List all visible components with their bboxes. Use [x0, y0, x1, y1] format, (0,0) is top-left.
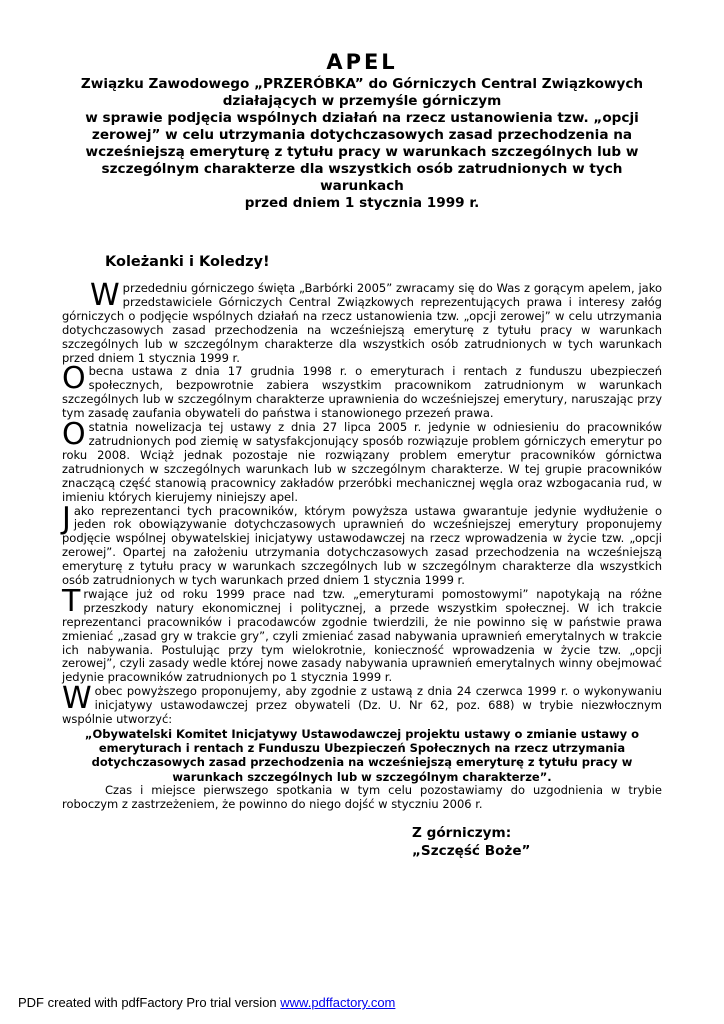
signature: [412, 824, 662, 860]
paragraph-text: przededniu górniczego święta „Barbórki 2005” zwracamy się do Was z gorącym apelem, jako przedstawiciele Górniczych Central Związkowych reprezentujących prawa i interesy załóg górniczych o podjęcie wspólnych działań na rzecz ustanowienia tzw. „opcji zerowej” w celu utrzymania dotychczasowych zasad przechodzenia na wcześniejszą emeryturę z tytułu pracy w warunkach szczególnych lub w szczególnym charakterze dla wszystkich osób zatrudnionych w tych warunkach przed dniem 1 stycznia 1999 r.: [62, 281, 662, 365]
signature-line: „Szczęść Boże”: [412, 842, 531, 859]
paragraph-4: [62, 500, 662, 588]
drop-cap: O: [62, 417, 86, 453]
document-page: [62, 50, 662, 860]
subtitle-line: szczególnym charakterze dla wszystkich osób zatrudnionych w tych warunkach: [101, 161, 623, 194]
drop-cap: W: [90, 278, 120, 313]
drop-cap: J: [62, 500, 71, 536]
signature-line: Z górniczym:: [412, 824, 512, 841]
paragraph-text: rwające już od roku 1999 prace nad tzw. „emeryturami pomostowymi” napotykają na różne przeszkody natury ekonomicznej i politycznej, a przede wszystkim społecznej. W ich trakcie reprezentanci pracowników i pracodawców zgodnie twierdzili, że nie powinno się w państwie prawa zmieniać „zasad gry w trakcie gry”, czyli zmieniać zasad nabywania uprawnień emerytalnych w trakcie ich nabywania. Postulując przy tym wielokrotnie, konieczność wprowadzenia w życie tzw. „opcji zerowej”, czyli zasady wedle której nowe zasady nabywania uprawnień emerytalnych winny obejmować jedynie pracowników zatrudnionych po 1 stycznia 1999 r.: [62, 586, 662, 685]
pdf-footer: [18, 995, 395, 1010]
paragraph-3: [62, 417, 662, 504]
greeting: Koleżanki i Koledzy!: [105, 254, 270, 270]
pdffactory-link[interactable]: www.pdffactory.com: [280, 995, 396, 1010]
committee-name: „Obywatelski Komitet Inicjatywy Ustawodawczej projektu ustawy o zmianie ustawy o emeryturach i rentach z Funduszu Ubezpieczeń Społecznych na rzecz utrzymania dotychczasowych zasad przechodzenia na wcześniejszą emeryturę z tytułu pracy w warunkach szczególnych lub w szczególnym charakterze”.: [84, 727, 640, 784]
document-subtitle: [62, 76, 662, 212]
document-title: APEL: [326, 50, 398, 74]
paragraph-text: statnia nowelizacja tej ustawy z dnia 27 lipca 2005 r. jedynie w odniesieniu do pracowników zatrudnionych pod ziemię w satysfakcjonujący sposób rozwiązuje problem górniczych emerytur po roku 2008. Wciąż jednak pozostaje nie rozwiązany problem emerytur pracowników górnictwa zatrudnionych w szczególnych warunkach lub w szczególnym charakterze. W tej grupie pracowników znaczącą część stanowią pracownicy zakładów przeróbki mechanicznej węgla oraz wzbogacania rud, w imieniu których kierujemy niniejszy apel.: [62, 420, 662, 504]
subtitle-line: zerowej” w celu utrzymania dotychczasowych zasad przechodzenia na: [91, 127, 633, 143]
drop-cap: T: [62, 583, 81, 619]
paragraph-text: becna ustawa z dnia 17 grudnia 1998 r. o emeryturach i rentach z funduszu ubezpieczeń społecznych, bezpowrotnie zabiera wszystkim pracownikom zatrudnionym w warunkach szczególnych lub w szczególnym charakterze uprawnienia do wcześniejszej emerytury, naruszając przy tym zasadę zaufania obywateli do państwa i stanowionego przezeń prawa.: [62, 364, 662, 421]
closing-paragraph: Czas i miejsce pierwszego spotkania w tym celu pozostawiamy do uzgodnienia w trybie roboczym z zastrzeżeniem, że powinno do niego dojść w styczniu 2006 r.: [62, 782, 662, 811]
subtitle-line: przed dniem 1 stycznia 1999 r.: [244, 195, 480, 211]
paragraph-1: [62, 278, 662, 365]
subtitle-line: Związku Zawodowego „PRZERÓBKA” do Górniczych Central Związkowych: [80, 76, 644, 92]
paragraph-5: [62, 583, 662, 685]
subtitle-line: wcześniejszą emeryturę z tytułu pracy w warunkach szczególnych lub w: [85, 144, 639, 160]
footer-text: PDF created with pdfFactory Pro trial version: [18, 995, 281, 1010]
drop-cap: W: [62, 681, 92, 717]
drop-cap: O: [62, 361, 86, 397]
subtitle-line: działających w przemyśle górniczym: [222, 93, 502, 109]
paragraph-text: obec powyższego proponujemy, aby zgodnie z ustawą z dnia 24 czerwca 1999 r. o wykonywaniu inicjatywy ustawodawczej przez obywateli (Dz. U. Nr 62, poz. 688) w trybie niezwłocznym wspólnie utworzyć:: [62, 684, 662, 727]
paragraph-text: ako reprezentanci tych pracowników, którym powyższa ustawa gwarantuje jedynie wydłużenie o jeden rok obowiązywanie dotychczasowych uprawnień do wcześniejszej emerytury proponujemy podjęcie wspólnej obywatelskiej inicjatywy ustawodawczej na rzecz wprowadzenia w życie tzw. „opcji zerowej”. Opartej na założeniu utrzymania dotychczasowych zasad przechodzenia na wcześniejszą emeryturę z tytułu pracy w warunkach szczególnych lub w szczególnym charakterze dla wszystkich osób zatrudnionych w tych warunkach przed dniem 1 stycznia 1999 r.: [62, 503, 662, 588]
subtitle-line: w sprawie podjęcia wspólnych działań na rzecz ustanowienia tzw. „opcji: [85, 110, 639, 126]
paragraph-2: [62, 361, 662, 421]
paragraph-6: [62, 681, 662, 727]
